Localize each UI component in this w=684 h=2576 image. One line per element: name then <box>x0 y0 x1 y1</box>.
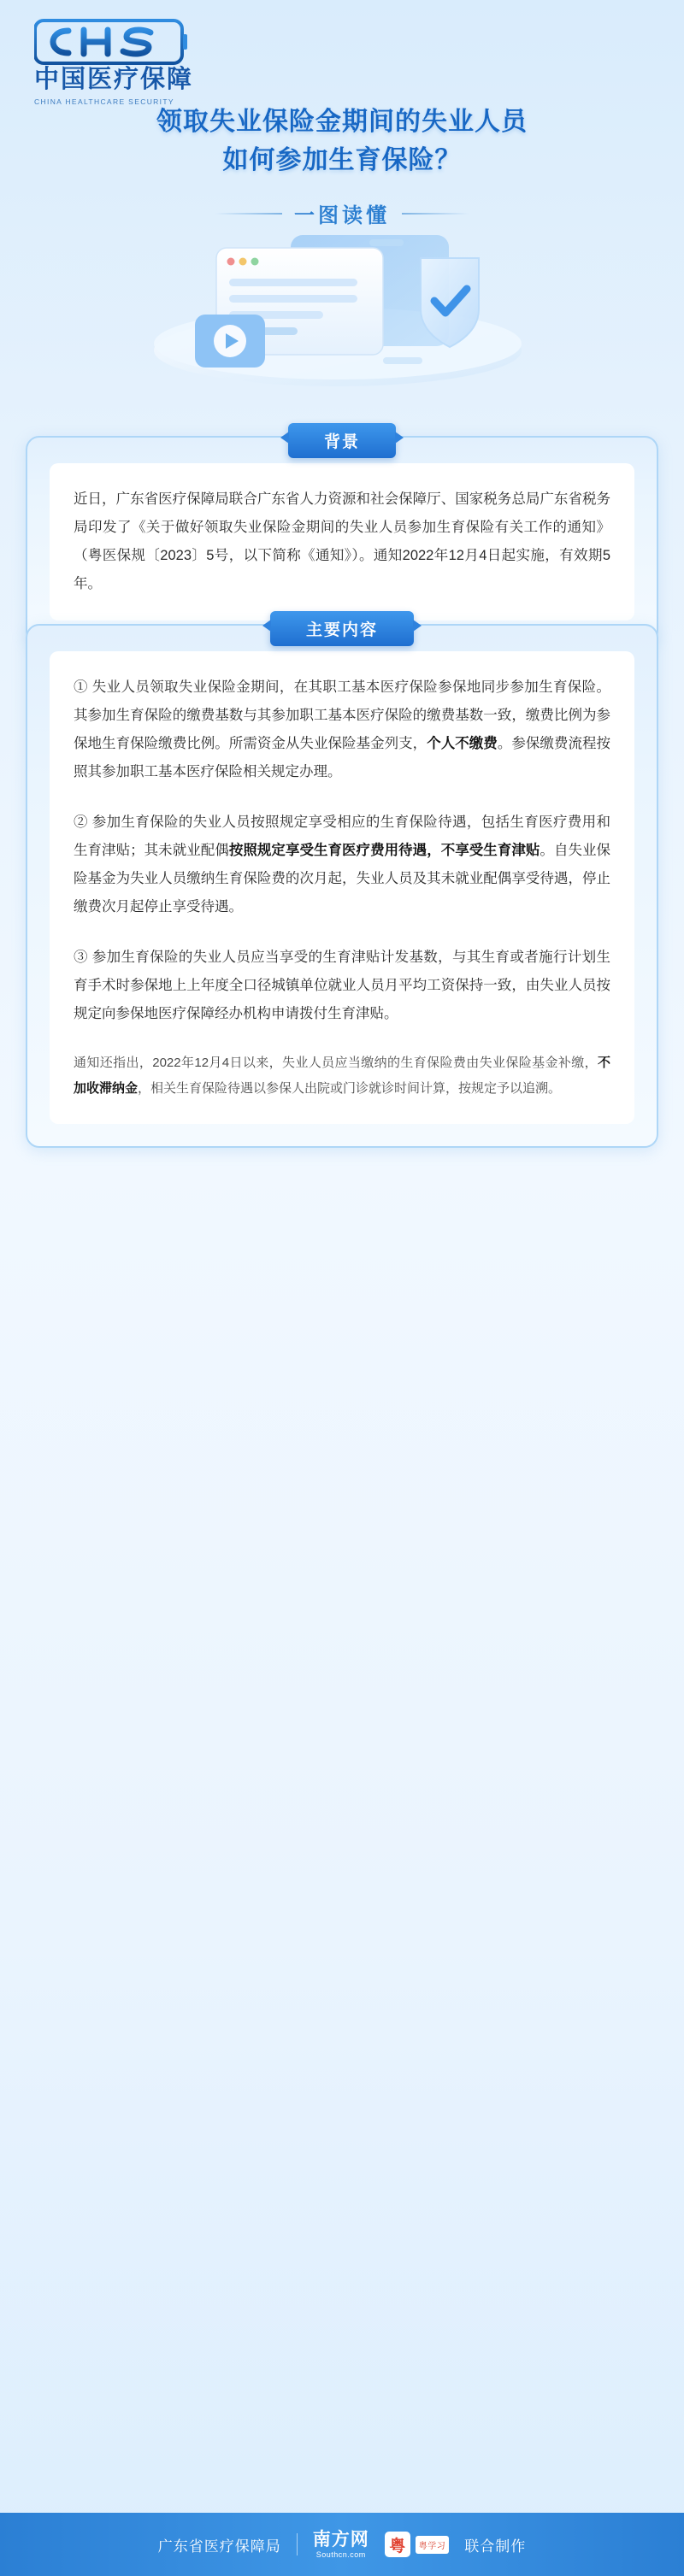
card-background-body <box>50 463 634 620</box>
nanfang-logo <box>313 2531 369 2559</box>
main-paragraph-3: ③ 参加生育保险的失业人员应当享受的生育津贴计发基数，与其生育或者施行计划生育手术时参保地上上年度全口径城镇单位就业人员月平均工资保持一致，由失业人员按规定向参保地医疗保障经办机构申请拨付生育津贴。 <box>74 950 610 1021</box>
document-shield-illustration <box>0 214 684 423</box>
subtitle-text: 一图读懂 <box>294 204 390 227</box>
logo-title-en: CHINA HEALTHCARE SECURITY <box>34 97 174 106</box>
site-logo <box>34 19 231 106</box>
main-paragraph-2: ② 参加生育保险的失业人员按照规定享受相应的生育保险待遇，包括生育医疗费用和生育津贴；其未就业配偶按照规定享受生育医疗费用待遇，不享受生育津贴。自失业保险基金为失业人员缴纳生育保险费的次月起，失业人员及其未就业配偶享受待遇，停止缴费次月起停止享受待遇。 <box>74 815 611 915</box>
main-note: 通知还指出，2022年12月4日以来，失业人员应当缴纳的生育保险费由失业保险基金补缴，不加收滞纳金，相关生育保险待遇以参保人出院或门诊就诊时间计算，按规定予以追溯。 <box>74 1056 610 1096</box>
card-main-body <box>50 651 634 1124</box>
title-line-1: 领取失业保险金期间的失业人员 <box>156 108 528 136</box>
nanfang-name-en: Southcn.com <box>315 2550 366 2559</box>
main-paragraph-1: ① 失业人员领取失业保险金期间，在其职工基本医疗保险参保地同步参加生育保险。其参加生育保险的缴费基数与其参加职工基本医疗保险的缴费基数一致，缴费比例为参保地生育保险缴费比例。所需资金从失业保险基金列支，个人不缴费。参保缴费流程按照其参加职工基本医疗保险相关规定办理。 <box>74 679 611 779</box>
card-main-header: 主要内容 <box>270 611 414 646</box>
nanfang-name-cn: 南方网 <box>312 2529 369 2550</box>
title-line-2: 如何参加生育保险？ <box>222 146 462 174</box>
page-title <box>0 103 684 228</box>
footer-org: 广东省医疗保障局 <box>157 2538 281 2555</box>
footer-divider <box>297 2533 298 2555</box>
logo-title-cn: 中国医疗保障 <box>34 66 194 93</box>
footer-coop: 联合制作 <box>464 2538 527 2555</box>
yue-label: 粤学习 <box>416 2536 450 2554</box>
hero-illustration <box>0 214 684 423</box>
yue-learning-logo <box>385 2532 450 2557</box>
card-main-content <box>26 621 658 1148</box>
footer-bar <box>0 2513 684 2576</box>
background-paragraph: 近日，广东省医疗保障局联合广东省人力资源和社会保障厅、国家税务总局广东省税务局印发了《关于做好领取失业保险金期间的失业人员参加生育保险有关工作的通知》（粤医保规〔2023〕5号，以下简称《通知》）。通知2022年12月4日起实施，有效期5年。 <box>74 491 610 591</box>
card-background-header: 背景 <box>288 423 396 458</box>
chs-logo-icon <box>34 19 218 65</box>
yue-mark-icon: 粤 <box>385 2532 410 2557</box>
